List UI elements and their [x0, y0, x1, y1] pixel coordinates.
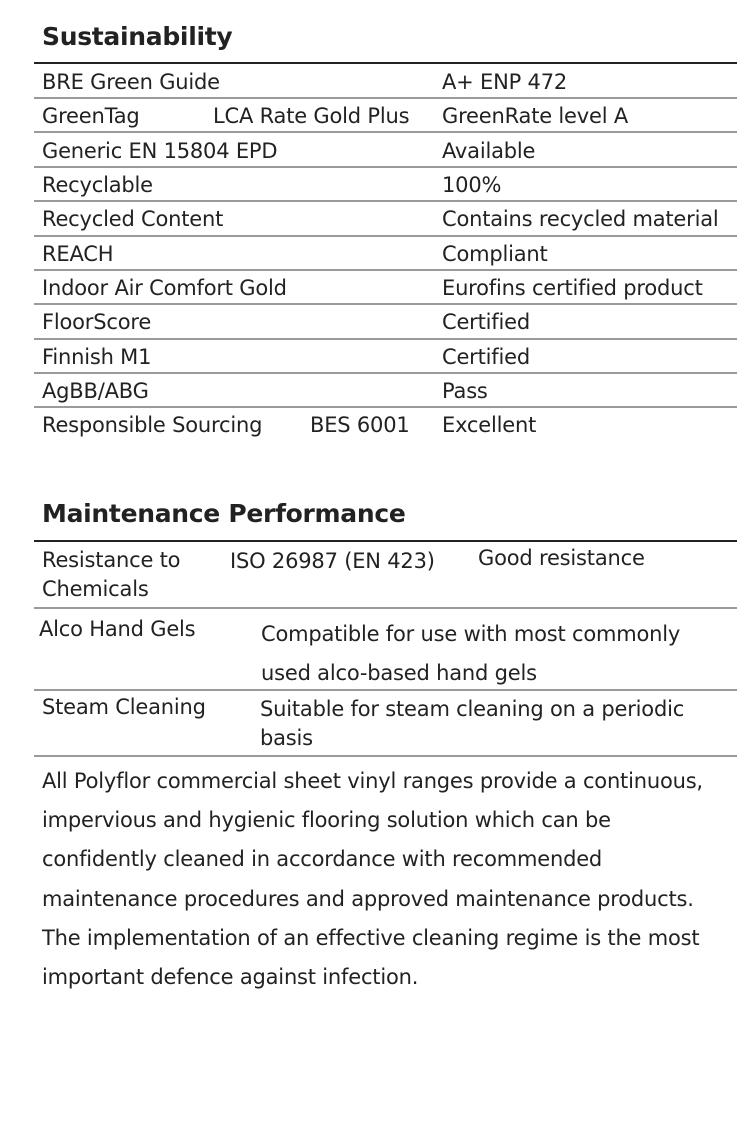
row-value: Pass [442, 379, 488, 403]
row-value: 100% [442, 173, 502, 197]
row-label: Steam Cleaning [42, 695, 206, 719]
row-label: Recyclable [42, 173, 153, 197]
row-divider [34, 131, 737, 133]
maintenance-heading: Maintenance Performance [42, 499, 406, 528]
row-divider [34, 200, 737, 202]
row-label: Alco Hand Gels [39, 617, 196, 641]
row-divider [34, 338, 737, 340]
row-value: Certified [442, 345, 530, 369]
row-divider [34, 97, 737, 99]
maintenance-paragraph: All Polyflor commercial sheet vinyl ranges provide a continuous, impervious and hygienic flooring solution which can be confidently cleaned in accordance with recommended maintenance procedures and approved maintenance products. The implementation of an effective cleaning regime is the most important defence against infection. [42, 769, 703, 990]
row-label: REACH [42, 242, 114, 266]
row-value: Compatible for use with most commonly used alco-based hand gels [261, 622, 681, 685]
section-top-rule [34, 540, 737, 542]
row-divider [34, 303, 737, 305]
row-label: Resistance to Chemicals [42, 548, 181, 601]
row-value: GreenRate level A [442, 104, 628, 128]
row-label: FloorScore [42, 310, 152, 334]
row-value: Certified [442, 310, 530, 334]
row-label: Generic EN 15804 EPD [42, 139, 278, 163]
row-label: BRE Green Guide [42, 70, 220, 94]
row-value: Excellent [442, 413, 537, 437]
row-value: Eurofins certified product [442, 276, 703, 300]
row-sub: BES 6001 [310, 413, 410, 437]
row-divider [34, 235, 737, 237]
section-top-rule [34, 62, 737, 64]
row-label: AgBB/ABG [42, 379, 149, 403]
row-label: Finnish M1 [42, 345, 152, 369]
row-divider [34, 755, 737, 757]
row-value: Compliant [442, 242, 548, 266]
row-standard: ISO 26987 (EN 423) [230, 549, 435, 573]
row-label: GreenTag [42, 104, 140, 128]
row-divider [34, 406, 737, 408]
row-divider [34, 372, 737, 374]
row-sub: LCA Rate Gold Plus [213, 104, 410, 128]
row-value: Good resistance [478, 546, 645, 570]
row-value: Available [442, 139, 536, 163]
row-divider [34, 607, 737, 609]
row-label: Indoor Air Comfort Gold [42, 276, 287, 300]
row-value: A+ ENP 472 [442, 70, 568, 94]
row-divider [34, 269, 737, 271]
row-label: Recycled Content [42, 207, 224, 231]
row-value: Suitable for steam cleaning on a periodic basis [260, 697, 685, 750]
row-divider [34, 689, 737, 691]
sustainability-heading: Sustainability [42, 22, 233, 51]
row-label: Responsible Sourcing [42, 413, 263, 437]
row-value: Contains recycled material [442, 207, 719, 231]
row-divider [34, 166, 737, 168]
